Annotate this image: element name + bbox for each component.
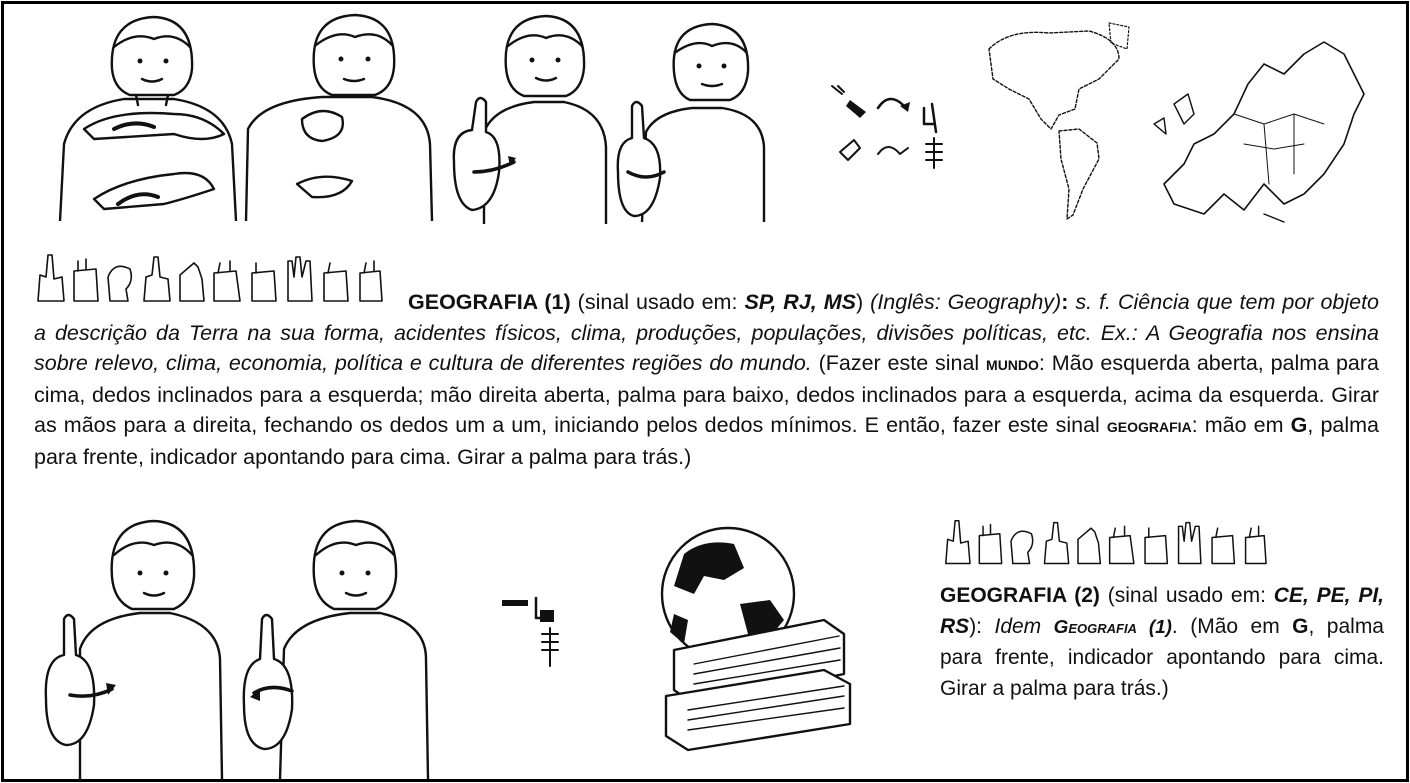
- signwriting-notation: [830, 82, 960, 182]
- entry-2-idem: Idem: [994, 614, 1054, 638]
- fingerspelling-handshapes-2: [940, 517, 1270, 571]
- europe-map: [1144, 34, 1384, 224]
- entry-1-definition: s. f. Ciência que tem por objeto a descrição da Terra na sua forma, acidentes físicos, clima, produções, populações, divisões políticas, etc. Ex.: A Geografia nos ensina sobre relevo, clima, economia, política e cultura de diferentes regiões do mundo.: [34, 290, 1380, 375]
- signer-figure-1: [54, 9, 244, 221]
- world-map: [979, 19, 1149, 229]
- signer-figure-5: [40, 519, 230, 779]
- sign-word-geografia: geografia: [1106, 415, 1192, 437]
- signer-figure-3: [444, 12, 614, 224]
- entry-2-text: GEOGRAFIA (2) (sinal usado em: CE, PE, PI, RS): Idem Geografia (1). (Mão em G, palma para frente, indicador apontando para cima. Girar a palma para trás.): [940, 584, 1385, 700]
- signwriting-notation-2: [500, 594, 570, 674]
- entry-1-text: GEOGRAFIA (1) (sinal usado em: SP, RJ, MS) (Inglês: Geography): s. f. Ciência que tem por objeto a descrição da Terra na sua forma, acidentes físicos, clima, produções, populações, divisões políticas, etc. Ex.: A Geografia nos ensina sobre relevo, clima, economia, política e cultura de diferentes regiões do mundo. (Fazer este sinal mundo: Mão esquerda aberta, palma para cima, dedos inclinados para a esquerda; mão direita aberta, palma para baixo, dedos inclinados para a esquerda, acima da esquerda. Girar as mãos para a direita, fechando os dedos um a um, iniciando pelos dedos mínimos. E então, fazer este sinal geografia: mão em G, palma para frente, indicador apontando para cima. Girar a palma para trás.): [34, 290, 1380, 469]
- hand-letter-g-2: G: [1292, 614, 1309, 638]
- entry-1-english: (Inglês: Geography): [870, 290, 1062, 314]
- dictionary-page: [1, 1, 1409, 782]
- entry-2-headword: GEOGRAFIA (2): [940, 584, 1100, 607]
- entry-1-headword: GEOGRAFIA (1): [408, 290, 571, 314]
- signer-figure-6: [240, 519, 440, 779]
- hand-letter-g: G: [1290, 413, 1308, 437]
- signer-figure-2: [242, 9, 442, 221]
- signer-figure-4: [612, 22, 782, 222]
- entry-1-regions: SP, RJ, MS: [744, 290, 857, 314]
- entry-2-regions: CE, PE, PI, RS: [940, 584, 1385, 638]
- globe-on-books: [644, 524, 864, 754]
- sign-word-mundo: mundo: [986, 353, 1039, 375]
- entry-2-idem-ref: Geografia (1): [1053, 616, 1172, 638]
